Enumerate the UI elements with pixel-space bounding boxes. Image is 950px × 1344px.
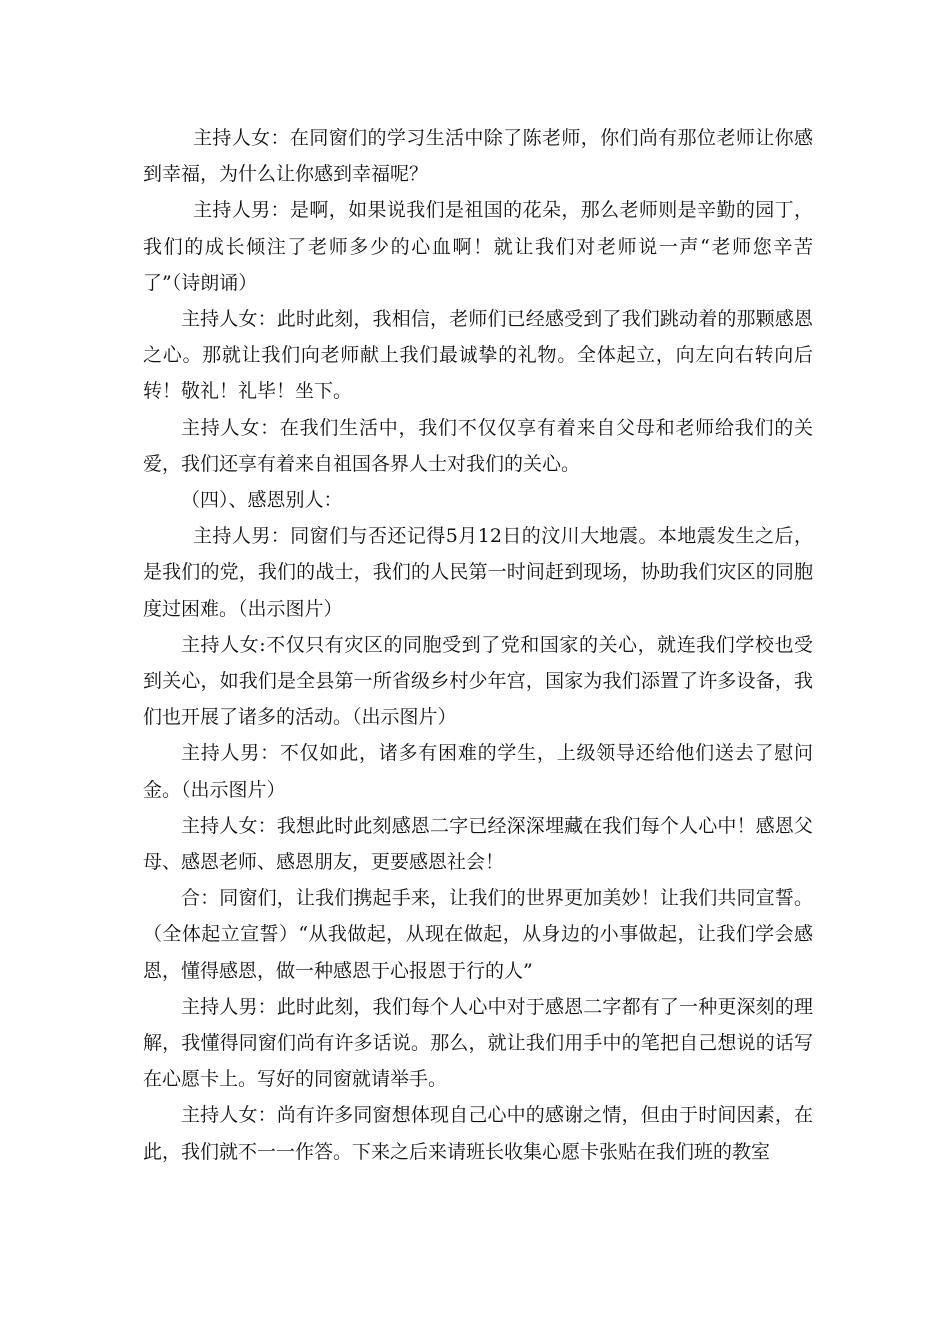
paragraph-host-male-3: 主持人男：不仅如此，诸多有困难的学生，上级领导还给他们送去了慰问金。（出示图片） bbox=[143, 742, 813, 801]
paragraph-host-female-1: 主持人女：在同窗们的学习生活中除了陈老师，你们尚有那位老师让你感到幸福，为什么让你感到幸福呢？ bbox=[143, 127, 813, 186]
paragraph-host-male-1: 主持人男：是啊，如果说我们是祖国的花朵，那么老师则是辛勤的园丁，我们的成长倾注了老师多少的心血啊！就让我们对老师说一声“老师您辛苦了”（诗朗诵） bbox=[143, 199, 813, 294]
paragraph-host-female-2: 主持人女：此时此刻，我相信，老师们已经感受到了我们跳动着的那颗感恩之心。那就让我们向老师献上我们最诚挚的礼物。全体起立，向左向右转向后转！敬礼！礼毕！坐下。 bbox=[143, 308, 813, 403]
paragraph-host-female-6: 主持人女：尚有许多同窗想体现自己心中的感谢之情，但由于时间因素，在此，我们就不一一作答。下来之后来请班长收集心愿卡张贴在我们班的教室 bbox=[143, 1104, 813, 1163]
document-body bbox=[143, 120, 813, 1170]
paragraph-host-female-4: 主持人女:不仅只有灾区的同胞受到了党和国家的关心，就连我们学校也受到关心，如我们是全县第一所省级乡村少年宫，国家为我们添置了许多设备，我们也开展了诸多的活动。（出示图片） bbox=[143, 633, 813, 729]
paragraph-together-oath: 合：同窗们，让我们携起手来，让我们的世界更加美妙！让我们共同宣誓。（全体起立宣誓）“从我做起，从现在做起，从身边的小事做起，让我们学会感恩，懂得感恩，做一种感恩于心报恩于行的人” bbox=[143, 887, 813, 982]
paragraph-host-female-5: 主持人女：我想此时此刻感恩二字已经深深埋藏在我们每个人心中！感恩父母、感恩老师、感恩朋友，更要感恩社会！ bbox=[143, 814, 813, 874]
paragraph-host-female-3: 主持人女：在我们生活中，我们不仅仅享有着来自父母和老师给我们的关爱，我们还享有着来自祖国各界人士对我们的关心。 bbox=[143, 416, 813, 475]
section-heading: （四）、感恩别人： bbox=[181, 489, 343, 512]
paragraph-host-male-4: 主持人男：此时此刻，我们每个人心中对于感恩二字都有了一种更深刻的理解，我懂得同窗们尚有许多话说。那么，就让我们用手中的笔把自己想说的话写在心愿卡上。写好的同窗就请举手。 bbox=[143, 995, 813, 1091]
paragraph-host-male-2: 主持人男：同窗们与否还记得5月12日的汶川大地震。本地震发生之后，是我们的党，我们的战士，我们的人民第一时间赶到现场，协助我们灾区的同胞度过困难。（出示图片） bbox=[143, 525, 813, 620]
